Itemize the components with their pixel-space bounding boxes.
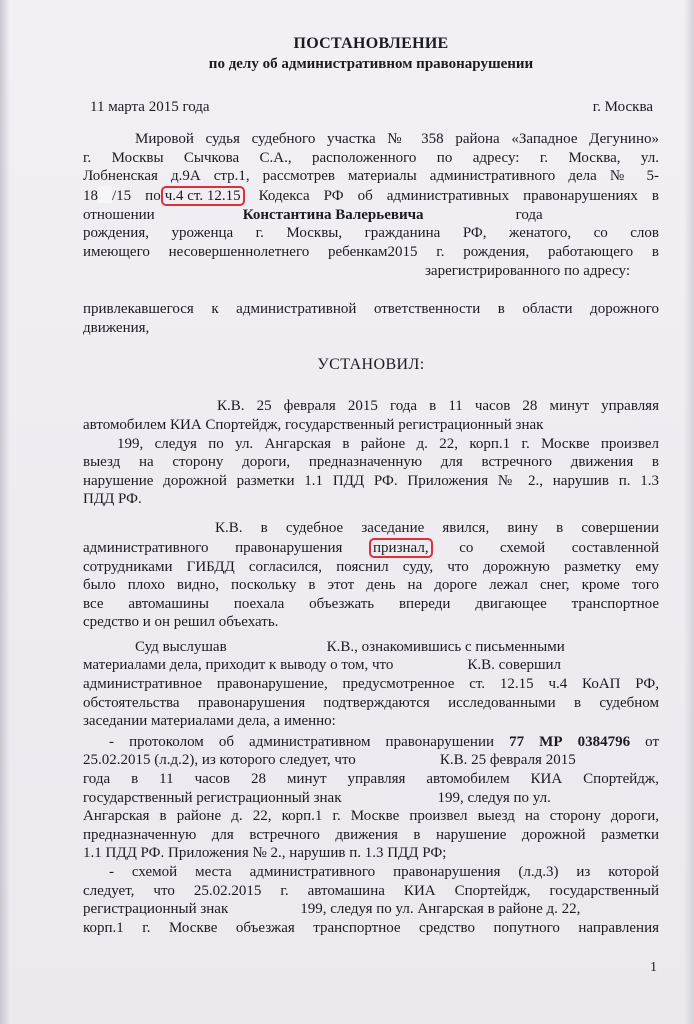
paragraph-line: [83, 789, 659, 808]
paragraph-text: К.В. в судебное заседание явился, вину в совершении: [215, 519, 659, 536]
date-line: [83, 99, 659, 116]
paragraph-line: [83, 397, 659, 416]
case-number-prefix: 18: [83, 187, 98, 204]
intro-line-rest: Кодекса РФ об административных правонарушениях в: [258, 187, 659, 204]
paragraph-text: государственный регистрационный знак: [83, 789, 342, 806]
paragraph-line: средство и он решил объехать.: [83, 614, 279, 631]
intro-paragraph: [83, 130, 659, 337]
paragraph-line: следует, что 25.02.2015 г. автомашина КИА Спортейдж, государственный: [83, 882, 659, 899]
document-title: ПОСТАНОВЛЕНИЕ: [293, 35, 449, 52]
intro-line: г. Москвы Сычкова С.А., расположенного по адресу: г. Москва, ул.: [83, 149, 659, 166]
paragraph-2: [83, 519, 659, 632]
paragraph-text: материалами дела, приходит к выводу о том, что: [83, 657, 394, 674]
intro-address-label: зарегистрированного по адресу:: [425, 262, 630, 279]
paragraph-text: со схемой составленной: [459, 539, 660, 556]
document-body: [83, 34, 659, 937]
intro-line: Мировой судья судебного участка № 358 района «Западное Дегунино»: [135, 131, 659, 147]
intro-line: Лобненская д.9А стр.1, рассмотрев материалы административного дела № 5-: [83, 168, 659, 185]
paragraph-line: ПДД РФ.: [83, 491, 142, 508]
intro-line: привлекавшегося к административной ответственности в области дорожного: [83, 301, 659, 318]
paragraph-line: [83, 733, 659, 752]
paragraph-line: [83, 751, 659, 770]
paragraph-5: [83, 863, 659, 937]
paragraph-text: регистрационный знак: [83, 901, 229, 918]
paragraph-4: [83, 733, 659, 863]
paragraph-line: 1.1 ПДД РФ. Приложения № 2., нарушив п. 1.3 ПДД РФ;: [83, 845, 447, 862]
paragraph-text: 199, следуя по ул. Ангарская в районе д. 22, корп.1 г. Москве произвел: [117, 435, 659, 452]
document-subtitle: по делу об административном правонарушении: [208, 56, 534, 72]
paragraph-line: [83, 638, 659, 657]
paragraph-line: года в 11 часов 28 минут управляя автомобилем КИА Спортейдж,: [83, 771, 659, 788]
paragraph-line: [83, 863, 659, 882]
highlighted-admission: признал,: [369, 538, 433, 558]
paragraph-line: сотрудниками ГИБДД согласился, пояснил суду, что дорожную разметку ему: [83, 558, 659, 575]
paragraph-line: обстоятельства правонарушения подтверждаются исследованными в судебном: [83, 694, 659, 711]
paragraph-line: выезд на сторону дороги, предназначенную для встречного движения в: [83, 454, 659, 471]
intro-line: движения,: [83, 319, 150, 336]
intro-line: имеющего несовершеннолетнего ребенкам2015 г. рождения, работающего в: [83, 243, 659, 260]
paragraph-line: [83, 900, 659, 919]
intro-line: [83, 186, 659, 206]
paragraph-text: 199, следуя по ул. Ангарская в районе д. 22,: [300, 901, 581, 918]
paragraph-text: К.В. 25 февраля 2015: [439, 752, 576, 769]
intro-line-start: отношении: [83, 206, 155, 223]
paragraph-line: [83, 519, 659, 538]
highlighted-article: ч.4 ст. 12.15: [161, 186, 245, 206]
paragraph-text: от: [645, 733, 659, 750]
paragraph-3: [83, 638, 659, 731]
scan-edge-left: [0, 0, 10, 1024]
intro-line: [83, 262, 659, 281]
intro-line: рождения, уроженца г. Москвы, гражданина РФ, женатого, со слов: [83, 225, 659, 242]
document-date: 11 марта 2015 года: [90, 99, 210, 115]
paragraph-text: К.В., ознакомившись с письменными: [326, 638, 565, 655]
protocol-number: 77 МР 0384796: [509, 733, 631, 750]
paragraph-line: заседании материалами дела, а именно:: [83, 713, 336, 730]
paragraph-text: - протоколом об административном правонарушении: [109, 733, 495, 750]
paragraph-line: корп.1 г. Москве объезжая транспортное средство попутного направления: [83, 919, 659, 936]
page-number: 1: [650, 960, 657, 975]
paragraph-line: административное правонарушение, предусмотренное ст. 12.15 ч.4 КоАП РФ,: [83, 676, 659, 693]
paragraph-1: [83, 397, 659, 509]
intro-line: [83, 206, 659, 225]
paragraph-line: нарушение дорожной разметки 1.1 ПДД РФ. Приложения № 2., нарушив п. 1.3: [83, 472, 659, 489]
case-number-suffix: /15 по: [112, 187, 161, 204]
paragraph-line: все автомашины поехала объезжать впереди двигающее транспортное: [83, 595, 659, 612]
paragraph-line: автомобилем КИА Спортейдж, государственный регистрационный знак: [83, 416, 544, 433]
document-city: г. Москва: [592, 99, 653, 115]
paragraph-text: Суд выслушав: [135, 638, 227, 655]
intro-line-end: года: [515, 206, 543, 223]
paragraph-line: Ангарская в районе д. 22, корп.1 г. Москве произвел выезд на сторону дороги,: [83, 808, 659, 825]
paragraph-line: [83, 656, 659, 675]
scan-edge-right: [684, 0, 694, 1024]
redacted-block: [98, 186, 112, 203]
paragraph-text: 199, следуя по ул.: [437, 789, 551, 806]
defendant-name: Константина Валерьевича: [242, 206, 424, 223]
paragraph-text: К.В. 25 февраля 2015 года в 11 часов 28 минут управляя: [217, 398, 659, 415]
paragraph-line: предназначенную для встречного движения в нарушение дорожной разметки: [83, 826, 659, 843]
paragraph-text: - схемой места административного правонарушения (л.д.3) из которой: [109, 864, 659, 880]
paragraph-line: [83, 435, 659, 454]
paragraph-text: К.В. совершил: [467, 657, 562, 674]
paragraph-text: административного правонарушения: [83, 539, 343, 556]
paragraph-text: 25.02.2015 (л.д.2), из которого следует, что: [83, 752, 356, 769]
paragraph-line: было плохо видно, поскольку в этот день на дороге лежал снег, кроме того: [83, 577, 659, 594]
paragraph-line: [83, 538, 659, 558]
section-heading: УСТАНОВИЛ:: [317, 356, 425, 374]
